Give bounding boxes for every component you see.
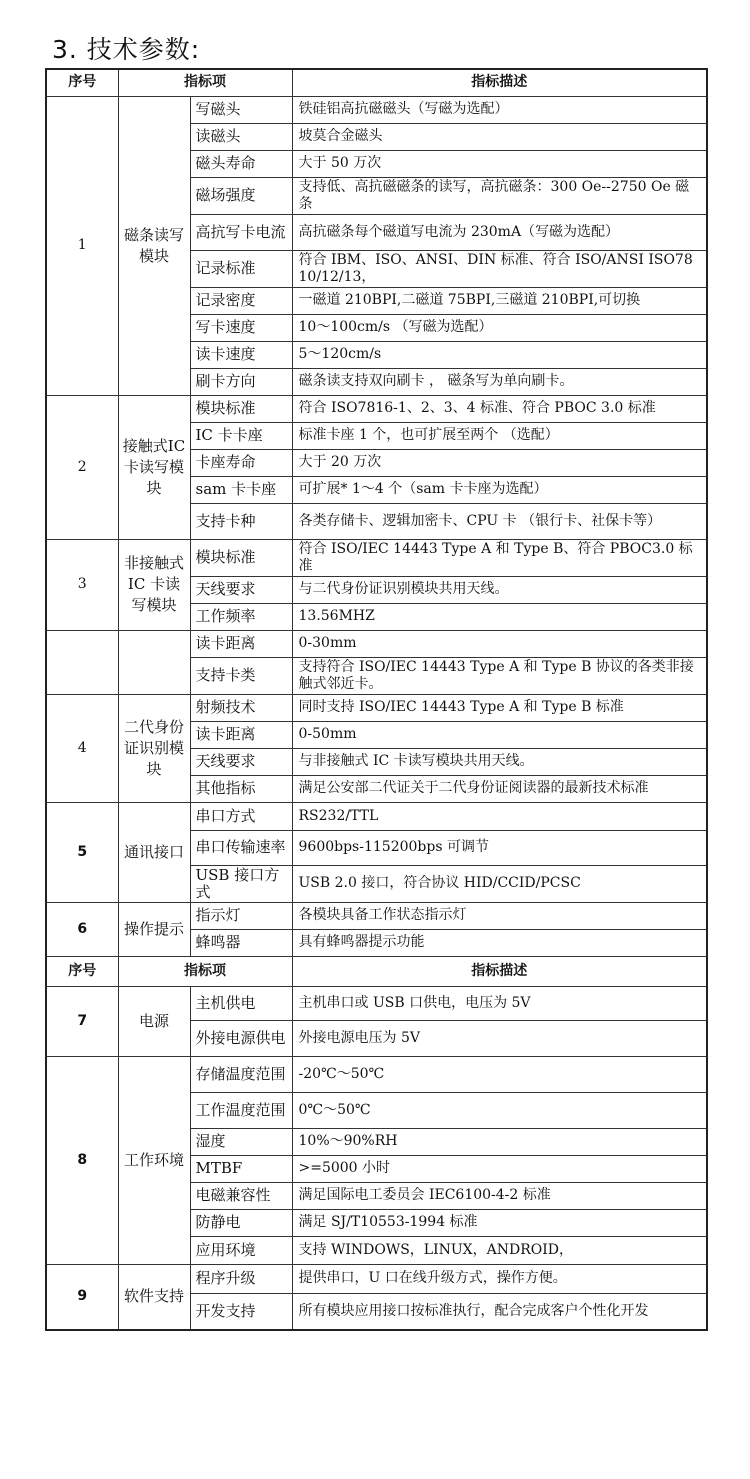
spec-desc: 标准卡座 1 个，也可扩展至两个 （选配） [292, 422, 707, 449]
spec-item: 其他指标 [190, 775, 292, 802]
section-number: 8 [46, 1056, 118, 1264]
section-number: 6 [46, 902, 118, 956]
spec-desc: 满足 SJ/T10553-1994 标准 [292, 1209, 707, 1236]
spec-item: 开发支持 [190, 1293, 292, 1330]
spec-desc: 高抗磁条每个磁道写电流为 230mA（写磁为选配） [292, 214, 707, 250]
header-desc: 指标描述 [292, 69, 707, 96]
section-name: 工作环境 [118, 1056, 190, 1264]
spec-desc: -20℃～50℃ [292, 1056, 707, 1092]
spec-desc: 提供串口，U 口在线升级方式，操作方便。 [292, 1264, 707, 1293]
spec-item: 湿度 [190, 1128, 292, 1155]
section-name: 二代身份证识别模块 [118, 694, 190, 802]
table-row [46, 395, 707, 422]
header-item: 指标项 [118, 956, 292, 986]
spec-desc: 符合 IBM、ISO、ANSI、DIN 标准、符合 ISO/ANSI ISO7810/12/13， [292, 250, 707, 287]
spec-item: 主机供电 [190, 986, 292, 1020]
spec-desc: 支持 WINDOWS，LINUX，ANDROID， [292, 1236, 707, 1264]
spec-desc: 0℃～50℃ [292, 1092, 707, 1128]
spec-desc: 符合 ISO7816-1、2、3、4 标准、符合 PBOC 3.0 标准 [292, 395, 707, 422]
spec-item: 刷卡方向 [190, 368, 292, 395]
section-name: 磁条读写模块 [118, 96, 190, 395]
header-item: 指标项 [118, 69, 292, 96]
spec-item: 电磁兼容性 [190, 1182, 292, 1209]
spec-item: 记录密度 [190, 287, 292, 314]
section-number [46, 630, 118, 694]
spec-item: 天线要求 [190, 748, 292, 775]
spec-table [45, 68, 708, 1331]
spec-desc: 可扩展* 1～4 个（sam 卡卡座为选配） [292, 476, 707, 503]
section-name: 接触式IC 卡读写模块 [118, 395, 190, 539]
spec-desc: 与非接触式 IC 卡读写模块共用天线。 [292, 748, 707, 775]
section-number: 5 [46, 802, 118, 902]
spec-desc: 0-30mm [292, 630, 707, 657]
table-row [46, 986, 707, 1020]
spec-desc: 10%～90%RH [292, 1128, 707, 1155]
spec-desc: 大于 50 万次 [292, 150, 707, 177]
spec-item: 应用环境 [190, 1236, 292, 1264]
spec-item: 支持卡类 [190, 657, 292, 694]
spec-item: 读卡速度 [190, 341, 292, 368]
table-row [46, 96, 707, 123]
spec-desc: 铁硅铝高抗磁磁头（写磁为选配） [292, 96, 707, 123]
spec-desc: 符合 ISO/IEC 14443 Type A 和 Type B、符合 PBOC3.0 标准 [292, 539, 707, 576]
header-no: 序号 [46, 956, 118, 986]
table-row [46, 802, 707, 830]
spec-item: 模块标准 [190, 539, 292, 576]
spec-item: 读卡距离 [190, 721, 292, 748]
spec-desc: 外接电源电压为 5V [292, 1020, 707, 1056]
section-number: 3 [46, 539, 118, 630]
spec-desc: >=5000 小时 [292, 1155, 707, 1182]
table-row [46, 1056, 707, 1092]
spec-item: 读磁头 [190, 123, 292, 150]
spec-desc: 9600bps-115200bps 可调节 [292, 830, 707, 865]
table-row [46, 1264, 707, 1293]
spec-item: 写卡速度 [190, 314, 292, 341]
spec-desc: 5～120cm/s [292, 341, 707, 368]
header-desc: 指标描述 [292, 956, 707, 986]
section-name: 操作提示 [118, 902, 190, 956]
spec-item: 卡座寿命 [190, 449, 292, 476]
spec-item: 工作频率 [190, 603, 292, 630]
spec-desc: 所有模块应用接口按标准执行，配合完成客户个性化开发 [292, 1293, 707, 1330]
spec-item: IC 卡卡座 [190, 422, 292, 449]
spec-item: sam 卡卡座 [190, 476, 292, 503]
table-row [46, 694, 707, 721]
spec-item: USB 接口方式 [190, 865, 292, 902]
spec-desc: 主机串口或 USB 口供电，电压为 5V [292, 986, 707, 1020]
section-name [118, 630, 190, 694]
section-number: 9 [46, 1264, 118, 1330]
table-row [46, 630, 707, 657]
spec-item: 串口传输速率 [190, 830, 292, 865]
table-row [46, 902, 707, 929]
spec-table-body [46, 69, 707, 1330]
spec-desc: 各类存储卡、逻辑加密卡、CPU 卡 （银行卡、社保卡等） [292, 503, 707, 539]
spec-desc: 大于 20 万次 [292, 449, 707, 476]
spec-desc: 一磁道 210BPI,二磁道 75BPI,三磁道 210BPI,可切换 [292, 287, 707, 314]
table-header-row [46, 956, 707, 986]
spec-desc: 支持符合 ISO/IEC 14443 Type A 和 Type B 协议的各类非接触式邻近卡。 [292, 657, 707, 694]
spec-item: 写磁头 [190, 96, 292, 123]
spec-desc: 10～100cm/s （写磁为选配） [292, 314, 707, 341]
spec-item: 指示灯 [190, 902, 292, 929]
spec-desc: 满足公安部二代证关于二代身份证阅读器的最新技术标准 [292, 775, 707, 802]
section-number: 2 [46, 395, 118, 539]
spec-desc: 满足国际电工委员会 IEC6100-4-2 标准 [292, 1182, 707, 1209]
section-number: 1 [46, 96, 118, 395]
section-name: 非接触式 IC 卡读写模块 [118, 539, 190, 630]
spec-desc: 0-50mm [292, 721, 707, 748]
section-name: 通讯接口 [118, 802, 190, 902]
spec-desc: USB 2.0 接口，符合协议 HID/CCID/PCSC [292, 865, 707, 902]
header-no: 序号 [46, 69, 118, 96]
spec-desc: 各模块具备工作状态指示灯 [292, 902, 707, 929]
spec-item: 天线要求 [190, 576, 292, 603]
spec-item: 存储温度范围 [190, 1056, 292, 1092]
spec-item: 高抗写卡电流 [190, 214, 292, 250]
table-header-row [46, 69, 707, 96]
spec-item: 程序升级 [190, 1264, 292, 1293]
spec-item: 记录标准 [190, 250, 292, 287]
spec-item: 蜂鸣器 [190, 929, 292, 956]
spec-item: 支持卡种 [190, 503, 292, 539]
spec-item: 磁场强度 [190, 177, 292, 214]
spec-desc: 同时支持 ISO/IEC 14443 Type A 和 Type B 标准 [292, 694, 707, 721]
section-name: 软件支持 [118, 1264, 190, 1330]
spec-desc: 与二代身份证识别模块共用天线。 [292, 576, 707, 603]
spec-desc: 坡莫合金磁头 [292, 123, 707, 150]
spec-item: 读卡距离 [190, 630, 292, 657]
spec-item: 射频技术 [190, 694, 292, 721]
spec-desc: 具有蜂鸣器提示功能 [292, 929, 707, 956]
spec-item: 外接电源供电 [190, 1020, 292, 1056]
spec-item: 工作温度范围 [190, 1092, 292, 1128]
spec-desc: RS232/TTL [292, 802, 707, 830]
section-name: 电源 [118, 986, 190, 1056]
spec-item: 防静电 [190, 1209, 292, 1236]
page-title: 3. 技术参数: [52, 35, 201, 64]
table-row [46, 539, 707, 576]
spec-item: 串口方式 [190, 802, 292, 830]
spec-desc: 支持低、高抗磁磁条的读写，高抗磁条：300 Oe--2750 Oe 磁条 [292, 177, 707, 214]
spec-item: MTBF [190, 1155, 292, 1182]
section-number: 7 [46, 986, 118, 1056]
spec-desc: 13.56MHZ [292, 603, 707, 630]
spec-desc: 磁条读支持双向刷卡 ， 磁条写为单向刷卡。 [292, 368, 707, 395]
section-number: 4 [46, 694, 118, 802]
spec-item: 模块标准 [190, 395, 292, 422]
spec-item: 磁头寿命 [190, 150, 292, 177]
